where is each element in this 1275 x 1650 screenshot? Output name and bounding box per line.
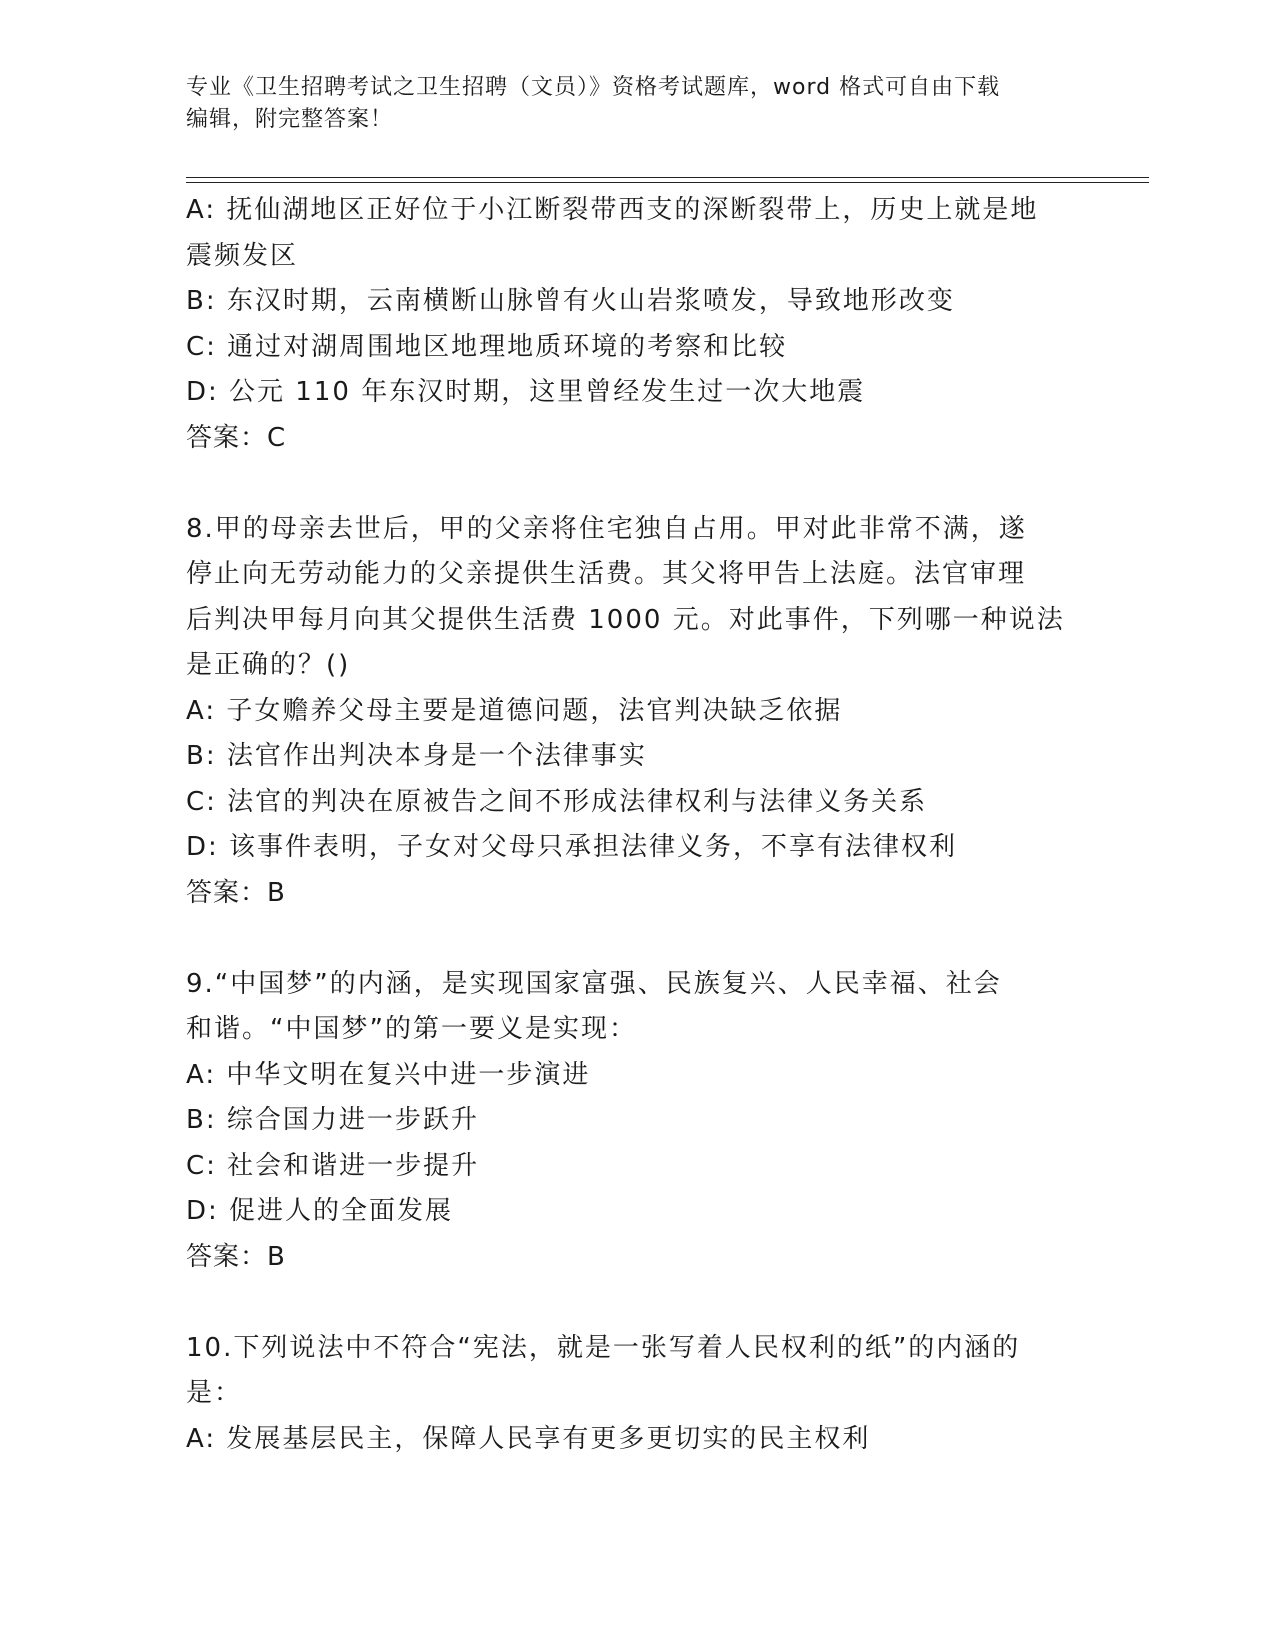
document-header (186, 72, 1066, 136)
option-d: D: 促进人的全面发展 (186, 1196, 454, 1226)
option-b: B: 法官作出判决本身是一个法律事实 (186, 741, 647, 771)
option-c: C: 法官的判决在原被告之间不形成法律权利与法律义务关系 (186, 786, 928, 817)
option-c: C: 社会和谐进一步提升 (186, 1150, 480, 1181)
question-stem-line-3: 后判决甲每月向其父提供生活费 1000 元。对此事件，下列哪一种说法 (186, 604, 1065, 635)
header-divider-bottom (186, 182, 1149, 183)
option-a-line-2: 震频发区 (186, 240, 299, 271)
option-b: B: 综合国力进一步跃升 (186, 1105, 479, 1135)
question-stem-line-2: 和谐。“中国梦”的第一要义是实现： (186, 1014, 637, 1044)
header-line-1: 专业《卫生招聘考试之卫生招聘（文员）》资格考试题库，word 格式可自由下载 (186, 75, 1001, 100)
spacer (186, 1280, 1086, 1326)
answer: 答案：B (186, 1241, 286, 1272)
question-stem-line-1: 8.甲的母亲去世后，甲的父亲将住宅独自占用。甲对此非常不满，遂 (186, 513, 1027, 544)
option-d: D: 该事件表明，子女对父母只承担法律义务，不享有法律权利 (186, 832, 958, 862)
option-b: B: 东汉时期，云南横断山脉曾有火山岩浆喷发，导致地形改变 (186, 286, 955, 316)
option-a-line-1: A: 抚仙湖地区正好位于小江断裂带西支的深断裂带上，历史上就是地 (186, 195, 1039, 225)
option-d: D: 公元 110 年东汉时期，这里曾经发生过一次大地震 (186, 377, 866, 407)
question-8 (186, 507, 1086, 917)
question-10 (186, 1326, 1086, 1463)
option-a: A: 发展基层民主，保障人民享有更多更切实的民主权利 (186, 1423, 871, 1454)
answer: 答案：B (186, 877, 286, 908)
spacer (186, 461, 1086, 507)
question-stem-line-2: 是： (186, 1378, 243, 1408)
spacer (186, 916, 1086, 962)
question-stem-line-1: 9.“中国梦”的内涵，是实现国家富强、民族复兴、人民幸福、社会 (186, 968, 1002, 999)
answer: 答案：C (186, 422, 287, 453)
option-a: A: 中华文明在复兴中进一步演进 (186, 1059, 591, 1090)
question-7 (186, 188, 1086, 461)
header-divider-top (186, 177, 1149, 178)
option-c: C: 通过对湖周围地区地理地质环境的考察和比较 (186, 331, 788, 362)
question-stem-line-1: 10.下列说法中不符合“宪法，就是一张写着人民权利的纸”的内涵的 (186, 1332, 1021, 1363)
header-line-2: 编辑，附完整答案！ (186, 107, 394, 132)
question-9 (186, 962, 1086, 1281)
question-list (186, 188, 1086, 1462)
option-a: A: 子女赡养父母主要是道德问题，法官判决缺乏依据 (186, 695, 843, 726)
question-stem-line-4: 是正确的？() (186, 650, 351, 680)
question-stem-line-2: 停止向无劳动能力的父亲提供生活费。其父将甲告上法庭。法官审理 (186, 559, 1027, 589)
